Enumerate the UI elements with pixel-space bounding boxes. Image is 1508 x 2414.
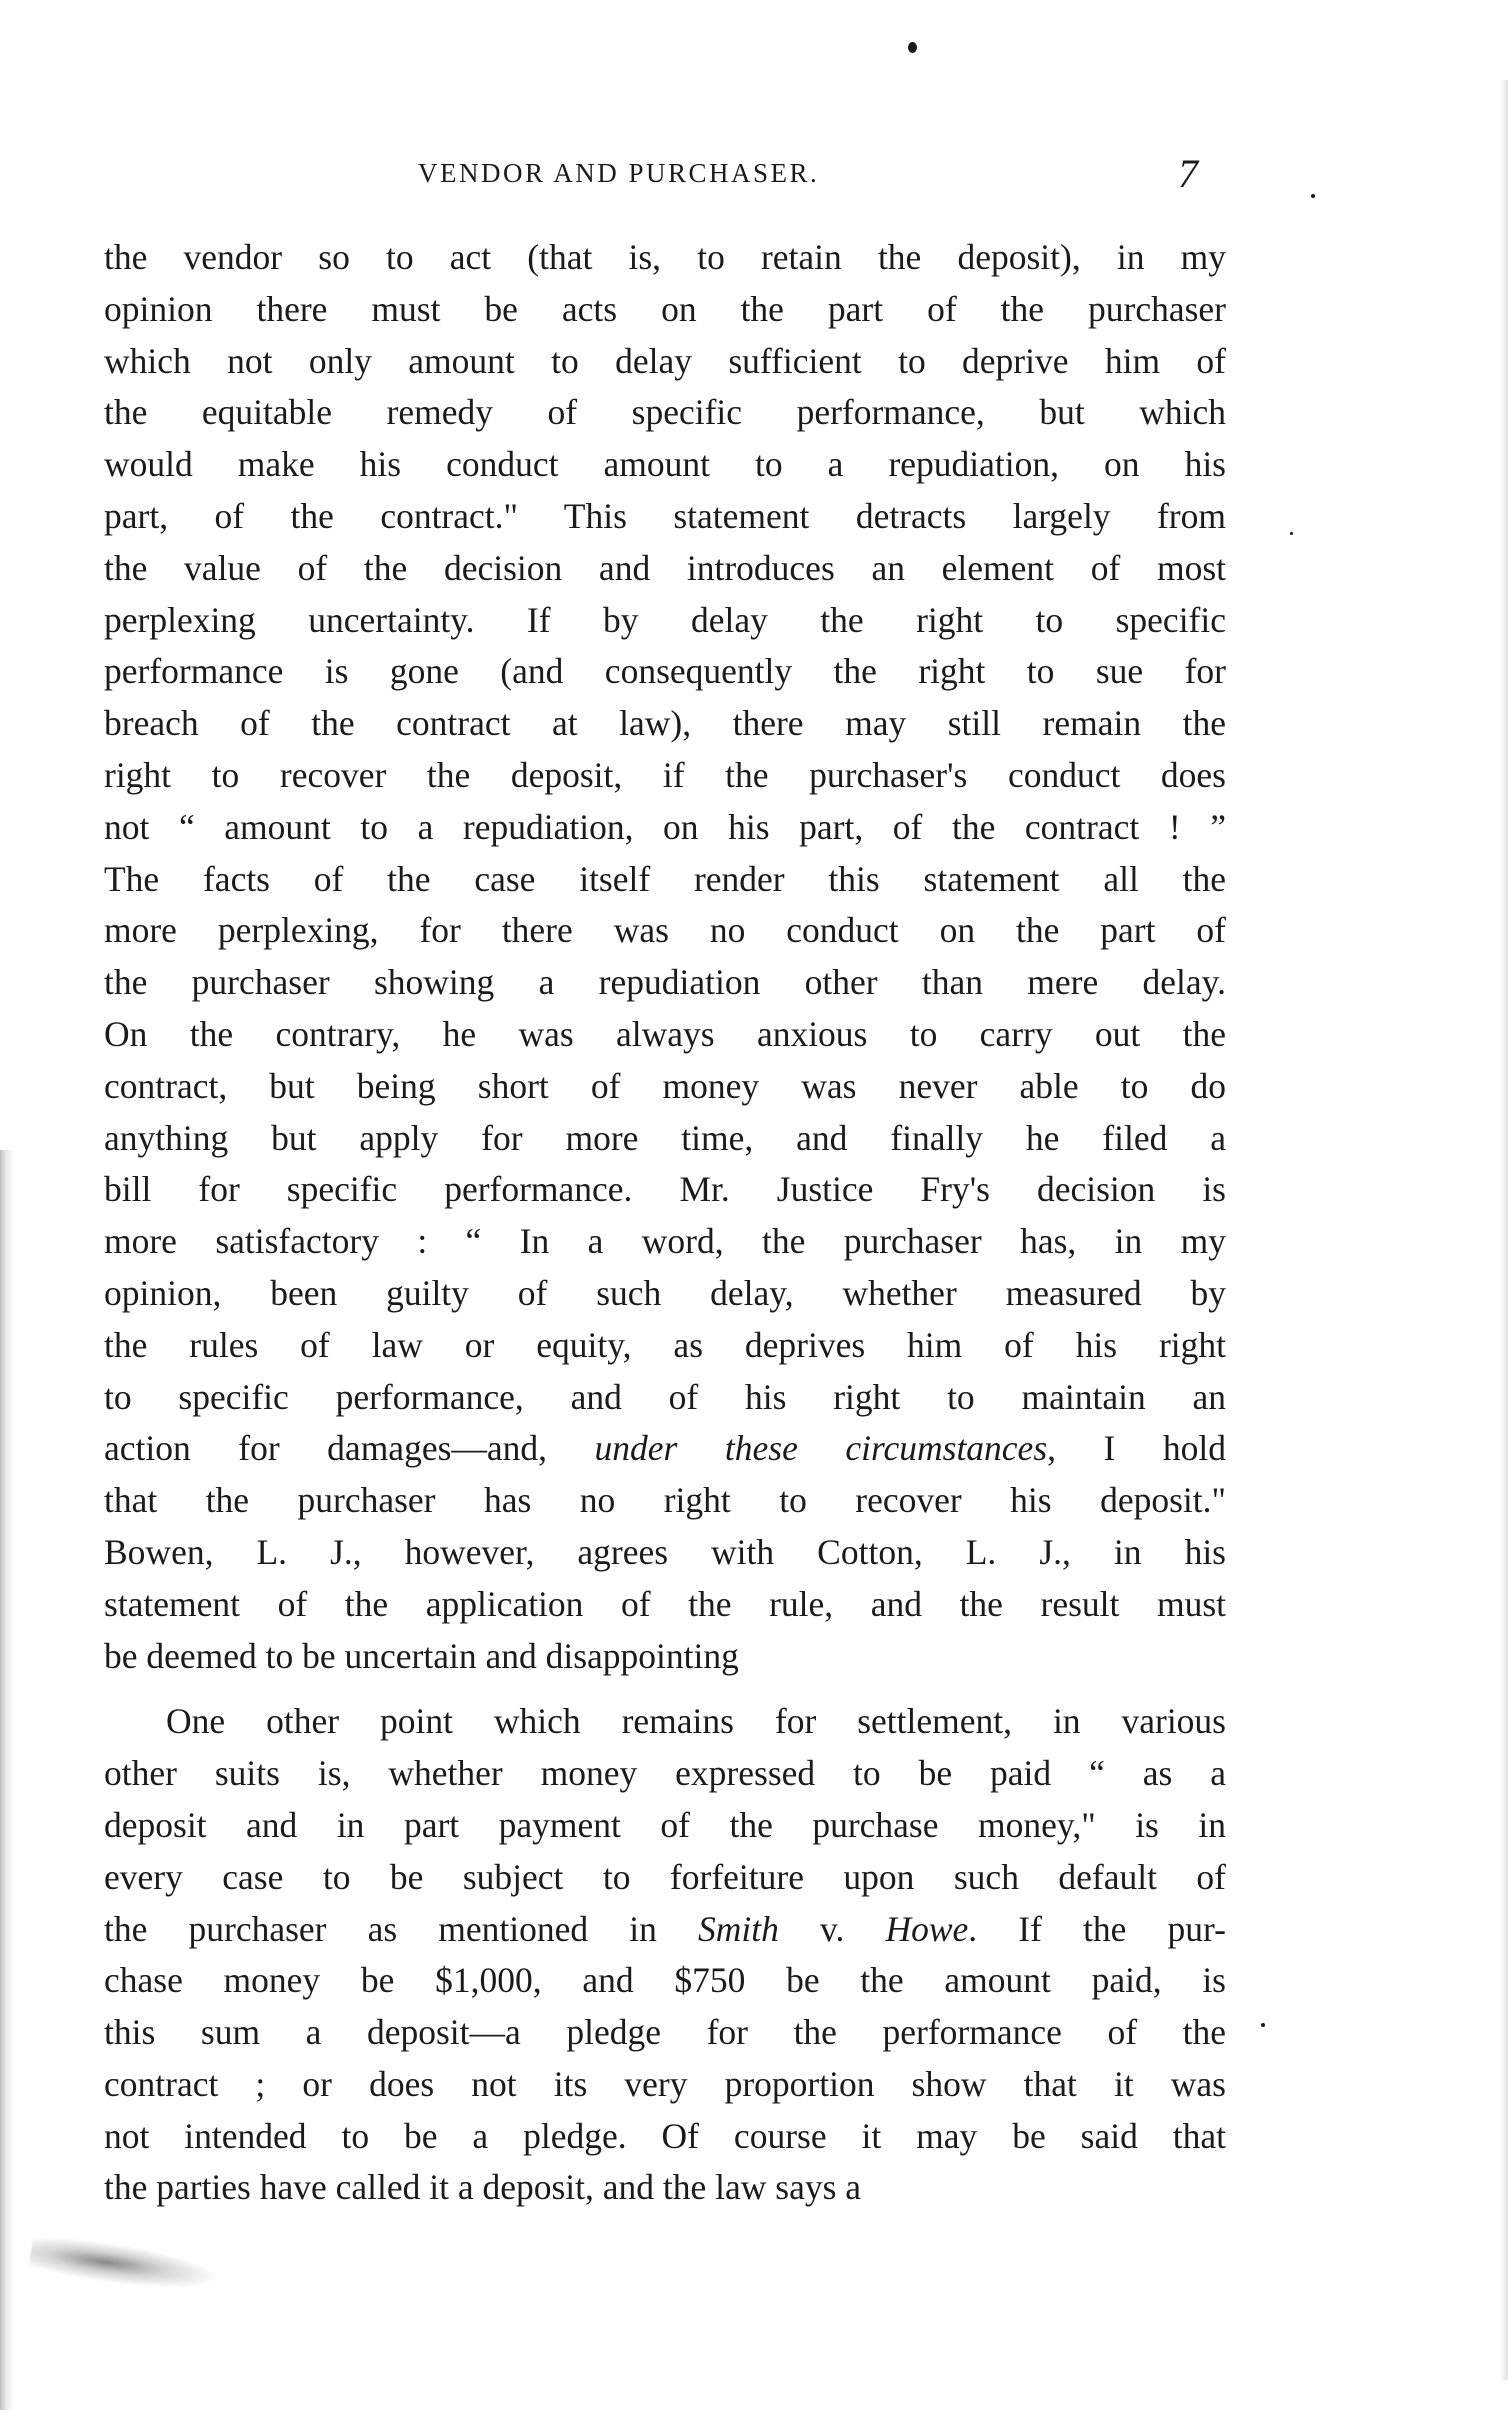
text-line: [104, 1423, 1226, 1475]
text-line: the vendor so to act (that is, to retain the deposit), in my: [104, 237, 1226, 277]
paragraph: [104, 232, 1226, 1682]
text-line: part, of the contract." This statement detracts largely from: [104, 495, 1226, 536]
text-line: not intended to be a pledge. Of course it may be said that: [104, 2115, 1226, 2156]
text-line: One other point which remains for settlement, in various: [166, 1701, 1226, 1742]
text-line: opinion, been guilty of such delay, whether measured by: [104, 1272, 1226, 1313]
page-edge-shadow-right: [1500, 80, 1508, 2380]
text-line: that the purchaser has no right to recover his deposit.": [104, 1480, 1226, 1521]
text-line: which not only amount to delay sufficient to deprive him of: [104, 340, 1226, 381]
text-line: breach of the contract at law), there may still remain the: [104, 703, 1226, 744]
ink-speck: [1290, 532, 1293, 535]
text-line: right to recover the deposit, if the purchaser's conduct does: [104, 754, 1226, 795]
text-line: anything but apply for more time, and finally he filed a: [104, 1117, 1226, 1158]
text-line: perplexing uncertainty. If by delay the right to specific: [104, 599, 1226, 640]
italic-text: under these circumstances: [594, 1428, 1048, 1469]
ink-smudge: [28, 2232, 222, 2298]
paragraph-gap: [104, 1682, 1226, 1696]
text-line: would make his conduct amount to a repudiation, on his: [104, 444, 1226, 485]
italic-text: Howe: [885, 1908, 969, 1949]
body-text: [104, 232, 1226, 2214]
text-line: performance is gone (and consequently the right to sue for: [104, 651, 1226, 692]
ink-speck: [1261, 2023, 1265, 2027]
text-run: , I hold: [1047, 1428, 1227, 1469]
running-head: [0, 151, 1508, 198]
text-line: contract, but being short of money was never able to do: [104, 1065, 1226, 1106]
text-line: to specific performance, and of his right to maintain an: [104, 1376, 1226, 1417]
text-line: other suits is, whether money expressed to be paid “ as a: [104, 1753, 1226, 1794]
text-line: chase money be $1,000, and $750 be the amount paid, is: [104, 1960, 1226, 2001]
text-line: deposit and in part payment of the purchase money," is in: [104, 1804, 1226, 1845]
text-line: bill for specific performance. Mr. Justice Fry's decision is: [104, 1169, 1226, 1210]
text-line: statement of the application of the rule, and the result must: [104, 1583, 1226, 1624]
text-line: the rules of law or equity, as deprives him of his right: [104, 1324, 1226, 1365]
text-run: . If the pur-: [968, 1908, 1226, 1949]
text-run: action for damages—and,: [104, 1428, 595, 1469]
text-line: the purchaser showing a repudiation other than mere delay.: [104, 962, 1226, 1003]
text-line: not “ amount to a repudiation, on his part, of the contract ! ”: [104, 806, 1226, 847]
running-head-title: VENDOR AND PURCHASER.: [418, 158, 820, 188]
text-line: contract ; or does not its very proportion show that it was: [104, 2063, 1226, 2104]
text-line: On the contrary, he was always anxious to carry out the: [104, 1013, 1226, 1054]
text-line: the value of the decision and introduces an element of most: [104, 547, 1226, 588]
ink-speck: [908, 42, 917, 53]
text-line: [104, 1904, 1226, 1956]
text-line: be deemed to be uncertain and disappointing: [104, 1635, 739, 1676]
paragraph: [104, 1696, 1226, 2214]
italic-text: Smith: [698, 1908, 779, 1949]
text-line: the parties have called it a deposit, and the law says a: [104, 2167, 862, 2208]
text-line: the equitable remedy of specific performance, but which: [104, 392, 1226, 433]
text-line: The facts of the case itself render this statement all the: [104, 858, 1226, 899]
text-line: more perplexing, for there was no conduct on the part of: [104, 910, 1226, 951]
text-line: Bowen, L. J., however, agrees with Cotton, L. J., in his: [104, 1531, 1226, 1572]
page-number: 7: [1178, 151, 1198, 196]
text-line: opinion there must be acts on the part of the purchaser: [104, 288, 1226, 329]
text-run: v.: [778, 1908, 886, 1949]
text-line: this sum a deposit—a pledge for the performance of the: [104, 2012, 1226, 2053]
text-line: more satisfactory : “ In a word, the purchaser has, in my: [104, 1221, 1226, 1262]
page-edge-shadow-left: [0, 1150, 14, 2410]
text-run: the purchaser as mentioned in: [104, 1908, 699, 1949]
text-line: every case to be subject to forfeiture upon such default of: [104, 1856, 1226, 1897]
